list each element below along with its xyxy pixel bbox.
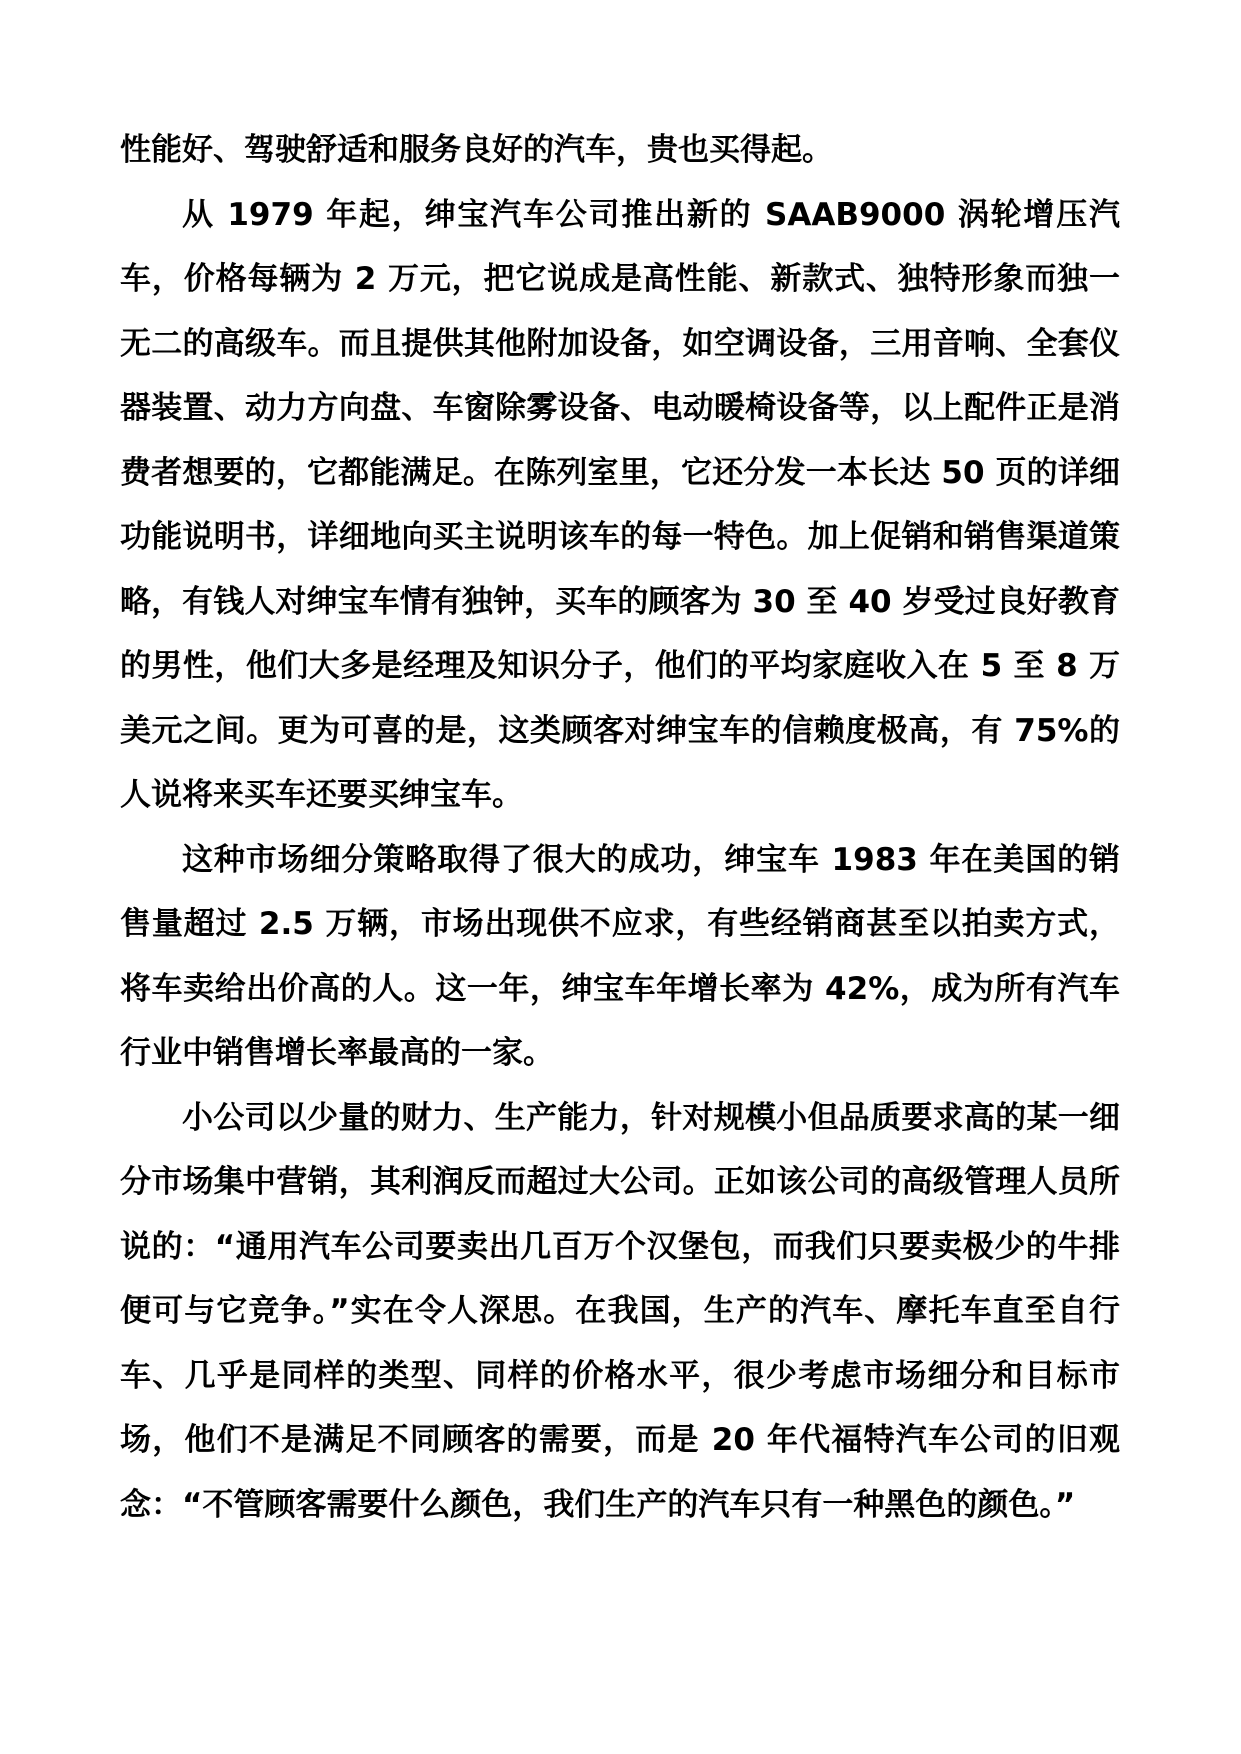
paragraph-small-company-strategy: 小公司以少量的财力、生产能力，针对规模小但品质要求高的某一细分市场集中营销，其利润反而超过大公司。正如该公司的高级管理人员所说的：“通用汽车公司要卖出几百万个汉堡包，而我们只要卖极少的牛排便可与它竞争。”实在令人深思。在我国，生产的汽车、摩托车直至自行车、几乎是同样的类型、同样的价格水平，很少考虑市场细分和目标市场，他们不是满足不同顾客的需要，而是 20 年代福特汽车公司的旧观念：“不管顾客需要什么颜色，我们生产的汽车只有一种黑色的颜色。”	[120, 1099, 1120, 1523]
document-page	[120, 118, 1120, 1537]
paragraph-saab9000: 从 1979 年起，绅宝汽车公司推出新的 SAAB9000 涡轮增压汽车，价格每辆为 2 万元，把它说成是高性能、新款式、独特形象而独一无二的高级车。而且提供其他附加设备，如空调设备，三用音响、全套仪器装置、动力方向盘、车窗除雾设备、电动暖椅设备等，以上配件正是消费者想要的，它都能满足。在陈列室里，它还分发一本长达 50 页的详细功能说明书，详细地向买主说明该车的每一特色。加上促销和销售渠道策略，有钱人对绅宝车情有独钟，买车的顾客为 30 至 40 岁受过良好教育的男性，他们大多是经理及知识分子，他们的平均家庭收入在 5 至 8 万美元之间。更为可喜的是，这类顾客对绅宝车的信赖度极高，有 75%的人说将来买车还要买绅宝车。	[120, 196, 1120, 813]
paragraph-market-segmentation-success: 这种市场细分策略取得了很大的成功，绅宝车 1983 年在美国的销售量超过 2.5 万辆，市场出现供不应求，有些经销商甚至以拍卖方式，将车卖给出价高的人。这一年，绅宝车年增长率为 42%，成为所有汽车行业中销售增长率最高的一家。	[120, 841, 1120, 1071]
paragraph-continuation: 性能好、驾驶舒适和服务良好的汽车，贵也买得起。	[120, 132, 833, 168]
